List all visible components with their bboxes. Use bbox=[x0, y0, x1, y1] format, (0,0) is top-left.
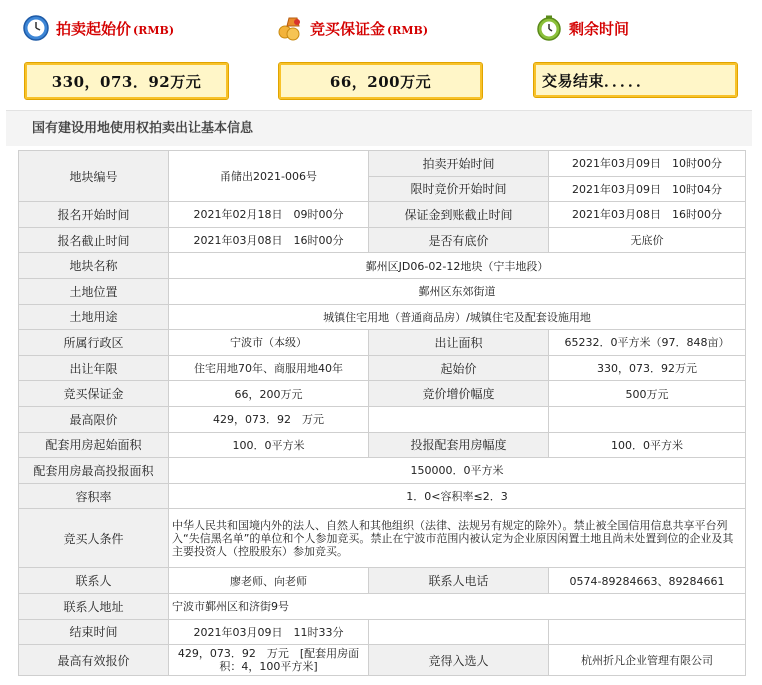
start-price-label: 起始价 bbox=[369, 355, 549, 381]
auction-start-label: 拍卖开始时间 bbox=[369, 151, 549, 177]
reg-start-label: 报名开始时间 bbox=[19, 202, 169, 228]
start-price-value: 330，073．92万元 bbox=[51, 72, 202, 91]
table-row bbox=[19, 330, 746, 356]
bidder-cond-label: 竞买人条件 bbox=[19, 509, 169, 568]
start-price-cell: 330，073．92万元 bbox=[549, 355, 746, 381]
plot-name-label: 地块名称 bbox=[19, 253, 169, 279]
max-price-label: 最高限价 bbox=[19, 406, 169, 432]
empty-cell bbox=[369, 619, 549, 645]
deposit-label: 竞买保证金 bbox=[19, 381, 169, 407]
remaining-time-value-box bbox=[533, 62, 738, 98]
usage-label: 土地用途 bbox=[19, 304, 169, 330]
best-bid-value: 429，073．92 万元 [配套用房面积：4，100平方米] bbox=[169, 645, 369, 676]
deposit-cell: 66，200万元 bbox=[169, 381, 369, 407]
reserve-label: 是否有底价 bbox=[369, 227, 549, 253]
table-row bbox=[19, 381, 746, 407]
end-time-label: 结束时间 bbox=[19, 619, 169, 645]
table-row bbox=[19, 355, 746, 381]
table-row bbox=[19, 406, 746, 432]
phone-value: 0574-89284663、89284661 bbox=[549, 568, 746, 594]
deposit-deadline-label: 保证金到账截止时间 bbox=[369, 202, 549, 228]
phone-label: 联系人电话 bbox=[369, 568, 549, 594]
area-label: 出让面积 bbox=[369, 330, 549, 356]
section-title: 国有建设用地使用权拍卖出让基本信息 bbox=[6, 110, 752, 146]
area-value: 65232．0平方米（97．848亩） bbox=[549, 330, 746, 356]
summary-panel bbox=[0, 0, 762, 110]
district-label: 所属行政区 bbox=[19, 330, 169, 356]
remaining-time-title: 剩余时间 bbox=[569, 19, 630, 38]
location-label: 土地位置 bbox=[19, 278, 169, 304]
contact-value: 廖老师、向老师 bbox=[169, 568, 369, 594]
empty-cell bbox=[549, 619, 746, 645]
bidder-cond-value: 中华人民共和国境内外的法人、自然人和其他组织（法律、法规另有规定的除外）。禁止被全国信用信息共享平台列入“失信黑名单”的单位和个人参加竞买。禁止在宁波市范围内被认定为企业原因闲置土地且尚未处置到位的企业及其主要投资人（控股股东）参加竞买。 bbox=[169, 509, 746, 568]
housing-increment-value: 100．0平方米 bbox=[549, 432, 746, 458]
winner-label: 竞得入选人 bbox=[369, 645, 549, 676]
clock-icon bbox=[22, 14, 50, 42]
table-row bbox=[19, 458, 746, 484]
table-row bbox=[19, 509, 746, 568]
plot-no-label: 地块编号 bbox=[19, 151, 169, 202]
deposit-title: 竞买保证金 (RMB) bbox=[310, 19, 429, 38]
table-row bbox=[19, 278, 746, 304]
alarm-clock-icon bbox=[535, 14, 563, 42]
deposit-value-box bbox=[278, 62, 483, 100]
max-price-value: 429，073．92 万元 bbox=[169, 406, 369, 432]
start-price-summary bbox=[0, 0, 235, 56]
table-row bbox=[19, 645, 746, 676]
table-row bbox=[19, 619, 746, 645]
address-label: 联系人地址 bbox=[19, 593, 169, 619]
winner-value: 杭州折凡企业管理有限公司 bbox=[549, 645, 746, 676]
term-value: 住宅用地70年、商服用地40年 bbox=[169, 355, 369, 381]
term-label: 出让年限 bbox=[19, 355, 169, 381]
housing-increment-label: 投报配套用房幅度 bbox=[369, 432, 549, 458]
table-row bbox=[19, 432, 746, 458]
remaining-time-summary bbox=[513, 0, 748, 56]
usage-value: 城镇住宅用地（普通商品房）/城镇住宅及配套设施用地 bbox=[169, 304, 746, 330]
district-value: 宁波市（本级） bbox=[169, 330, 369, 356]
empty-cell bbox=[549, 406, 746, 432]
table-row bbox=[19, 483, 746, 509]
plot-name-value: 鄞州区JD06-02-12地块（宁丰地段） bbox=[169, 253, 746, 279]
contact-label: 联系人 bbox=[19, 568, 169, 594]
table-row bbox=[19, 151, 746, 177]
table-row bbox=[19, 227, 746, 253]
table-row bbox=[19, 593, 746, 619]
table-row bbox=[19, 304, 746, 330]
deposit-deadline-value: 2021年03月08日 16时00分 bbox=[549, 202, 746, 228]
housing-start-label: 配套用房起始面积 bbox=[19, 432, 169, 458]
deposit-value: 66，200万元 bbox=[329, 72, 432, 91]
housing-max-label: 配套用房最高投报面积 bbox=[19, 458, 169, 484]
table-row bbox=[19, 202, 746, 228]
start-price-value-box bbox=[24, 62, 229, 100]
end-time-value: 2021年03月09日 11时33分 bbox=[169, 619, 369, 645]
table-row bbox=[19, 568, 746, 594]
deadline-bid-label: 限时竞价开始时间 bbox=[369, 176, 549, 202]
table-row bbox=[19, 253, 746, 279]
location-value: 鄞州区东郊街道 bbox=[169, 278, 746, 304]
reg-end-label: 报名截止时间 bbox=[19, 227, 169, 253]
plot-no-value: 甬储出2021-006号 bbox=[169, 151, 369, 202]
deadline-bid-value: 2021年03月09日 10时04分 bbox=[549, 176, 746, 202]
reg-start-value: 2021年02月18日 09时00分 bbox=[169, 202, 369, 228]
address-value: 宁波市鄞州区和济街9号 bbox=[169, 593, 746, 619]
auction-start-value: 2021年03月09日 10时00分 bbox=[549, 151, 746, 177]
land-info-table bbox=[18, 150, 746, 676]
reg-end-value: 2021年03月08日 16时00分 bbox=[169, 227, 369, 253]
reserve-value: 无底价 bbox=[549, 227, 746, 253]
empty-cell bbox=[369, 406, 549, 432]
housing-max-value: 150000．0平方米 bbox=[169, 458, 746, 484]
housing-start-value: 100．0平方米 bbox=[169, 432, 369, 458]
money-coins-icon bbox=[276, 14, 304, 42]
deposit-summary bbox=[254, 0, 489, 56]
far-label: 容积率 bbox=[19, 483, 169, 509]
start-price-title: 拍卖起始价 (RMB) bbox=[56, 19, 175, 38]
best-bid-label: 最高有效报价 bbox=[19, 645, 169, 676]
increment-label: 竞价增价幅度 bbox=[369, 381, 549, 407]
remaining-time-value: 交易结束．．．．． bbox=[542, 71, 652, 90]
far-value: 1．0<容积率≤2．3 bbox=[169, 483, 746, 509]
increment-value: 500万元 bbox=[549, 381, 746, 407]
